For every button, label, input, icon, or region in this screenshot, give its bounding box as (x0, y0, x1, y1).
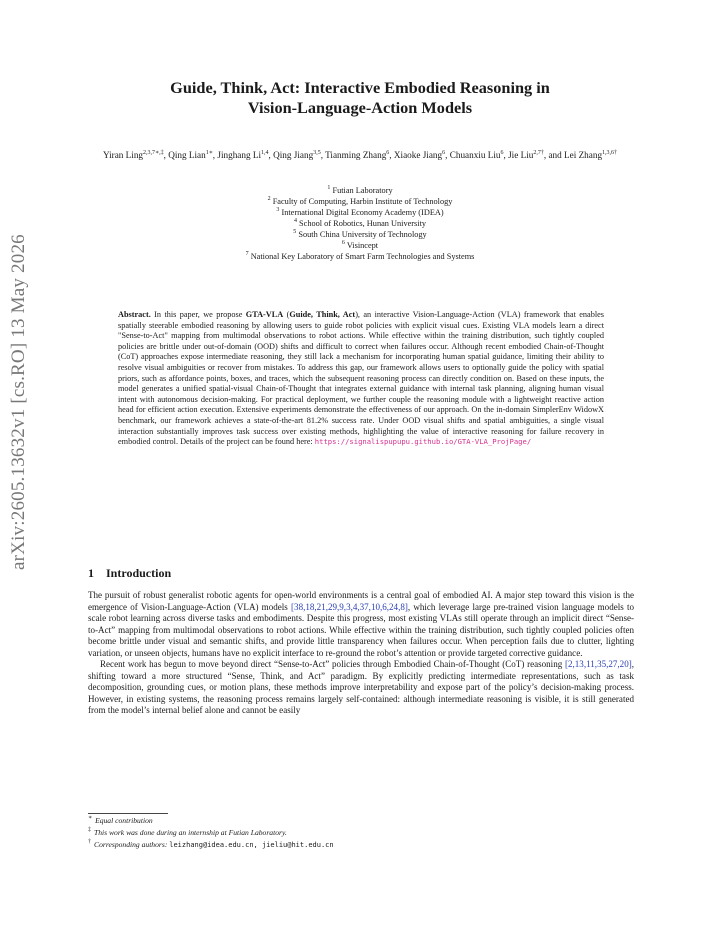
author-affiliation-marks: 1,3,6† (602, 149, 618, 156)
affiliation-name: National Key Laboratory of Smart Farm Technologies and Systems (250, 252, 475, 261)
author-affiliation-marks: 6 (442, 149, 446, 156)
author-name: Tianming Zhang (325, 150, 387, 160)
affiliation-number: 3 (276, 207, 280, 214)
author-list: Yiran Ling$^{2,3,7∗,\ddagger}$, Qing Lian$^{1∗}$, Jinghang Li$^{1,4}$, Qing Jiang$^{3,5}$, Tianming Zhang$^6$, Xiaoke Jiang$^6$, Chuanxiu Liu$^6$, Jie Liu$^{2,7\dagger}$, and Lei Zhang$^{1,3,6\dagger}$ (102, 149, 618, 160)
arxiv-identifier: arXiv:2605.13632v1 [cs.RO] 13 May 2026 (8, 234, 29, 570)
affiliation-name: Faculty of Computing, Harbin Institute of Technology (272, 197, 453, 206)
footnote-mark: ‡ (88, 827, 91, 834)
author-name: Xiaoke Jiang (393, 150, 443, 160)
method-expansion: Guide, Think, Act (289, 310, 356, 319)
abstract-open-paren: ( (286, 310, 290, 319)
affiliation-name: International Digital Economy Academy (IDEA) (281, 208, 444, 217)
footnotes (88, 815, 634, 851)
affiliation (100, 251, 620, 262)
method-name: GTA-VLA (245, 310, 284, 319)
footnote-mark: † (88, 839, 91, 846)
section-number: 1 (88, 566, 94, 580)
affiliation (100, 185, 620, 196)
project-page-link[interactable]: https://signalispupupu.github.io/GTA-VLA_ProjPage/ (314, 437, 532, 447)
paragraph-text: , which leverage large pre-trained vision language models to scale robot learning across diverse tasks and embodiments. Despite this progress, most existing VLAs still operate through an implicit direct “Sense-to-Act” mapping from multimodal observations to robot actions. While effective within the training distribution, such tightly coupled policies often become brittle under visual and semantic shifts, and provide little transparency when failures occur. When perception fails due to clutter, lighting variation, or unseen objects, humans have no explicit interface to re-ground the robot’s attention or provide targeted corrective guidance. (88, 601, 635, 658)
affiliation-number: 1 (327, 185, 331, 192)
author-affiliation-marks: 2,7† (533, 149, 544, 156)
author-name: Yiran Ling (102, 150, 144, 160)
footnote-email: leizhang@idea.edu.cn, jieliu@hit.edu.cn (169, 841, 334, 849)
affiliation (100, 196, 620, 207)
citation-link[interactable]: [38,18,21,29,9,3,4,37,10,6,24,8] (291, 601, 408, 612)
author-name: Qing Lian (168, 150, 206, 160)
footnote (88, 827, 634, 839)
paragraph (88, 590, 634, 659)
introduction-body (88, 590, 634, 717)
paragraph (88, 659, 634, 717)
affiliation (100, 207, 620, 218)
author-name: Jie Liu (508, 150, 534, 160)
author-name: Chuanxiu Liu (449, 150, 501, 160)
affiliation (100, 229, 620, 240)
author-name: Jinghang Li (217, 150, 262, 160)
affiliation-number: 4 (293, 218, 297, 225)
affiliation-name: School of Robotics, Hunan University (299, 219, 427, 228)
footnote-rule (88, 813, 168, 814)
footnote-text: Corresponding authors: (94, 840, 168, 849)
paper-title (100, 78, 620, 118)
footnote-mark: ∗ (88, 815, 93, 822)
affiliation-number: 2 (267, 196, 271, 203)
citation-link[interactable]: [2,13,11,35,27,20] (564, 659, 632, 669)
title-line-1: Guide, Think, Act: Interactive Embodied Reasoning in (170, 78, 550, 97)
author-affiliation-marks: 6 (500, 149, 504, 156)
affiliation-number: 5 (293, 229, 297, 236)
section-title: Introduction (106, 566, 172, 580)
abstract-label: Abstract. (118, 310, 151, 319)
author-affiliation-marks: 2,3,7∗,‡ (143, 149, 164, 156)
paragraph-text: Recent work has begun to move beyond direct “Sense-to-Act” policies through Embodied Chain-of-Thought (CoT) reasoning (100, 659, 563, 669)
affiliation (100, 218, 620, 229)
abstract-pre: In this paper, we propose (154, 310, 243, 319)
affiliation (100, 240, 620, 251)
footnote (88, 815, 634, 827)
affiliation-number: 7 (245, 251, 249, 258)
author-affiliation-marks: 1,4 (261, 149, 269, 156)
affiliation-list (100, 185, 620, 262)
affiliation-name: South China University of Technology (298, 230, 427, 239)
footnote-text: This work was done during an internship at Futian Laboratory. (94, 828, 287, 837)
author-affiliation-marks: 3,5 (313, 149, 321, 156)
author-affiliation-marks: 6 (386, 149, 390, 156)
author-name: Qing Jiang (273, 150, 314, 160)
abstract-body: ), an interactive Vision-Language-Action (VLA) framework that enables spatially steerable embodied reasoning by allowing users to guide robot policies with explicit visual cues. Existing VLA models learn a direct "Sense-to-Act" mapping from multimodal observations to robot actions. While effective within the training distribution, such tightly coupled policies are brittle under out-of-domain (OOD) shifts and difficult to correct when failures occur. Although recent embodied Chain-of-Thought (CoT) approaches expose intermediate reasoning, they still lack a mechanism for incorporating human spatial guidance, limiting their ability to resolve visual ambiguities or recover from mistakes. To address this gap, our framework allows users to optionally guide the policy with spatial priors, such as affordance points, boxes, and traces, which the subsequent reasoning process can directly condition on. Based on these inputs, the model generates a unified spatial-visual Chain-of-Thought that integrates external guidance with internal task planning, aligning human visual intent with autonomous decision-making. For practical deployment, we further couple the reasoning module with a lightweight reactive action head for efficient action execution. Extensive experiments demonstrate the effectiveness of our approach. On the in-domain SimplerEnv WidowX benchmark, our framework achieves a state-of-the-art 81.2% success rate. Under OOD visual shifts and spatial ambiguities, a single visual interaction substantially improves task success over existing methods, highlighting the value of interactive reasoning for failure recovery in embodied control. Details of the project can be found here: (118, 310, 605, 447)
footnote (88, 839, 634, 851)
affiliation-name: Futian Laboratory (332, 186, 393, 195)
author-name: Lei Zhang (564, 150, 603, 160)
section-heading (88, 566, 171, 581)
abstract (118, 310, 604, 448)
title-line-2: Vision-Language-Action Models (247, 98, 473, 117)
affiliation-number: 6 (341, 240, 345, 247)
author-affiliation-marks: 1∗ (205, 149, 213, 156)
footnote-text: Equal contribution (95, 816, 153, 825)
affiliation-name: Visincept (346, 241, 379, 250)
paragraph-text: , shifting toward a more structured “Sense, Think, and Act” paradigm. By explicitly predicting intermediate representations, such as task decomposition, grounding cues, or motion plans, these methods improve interpretability and expose part of the policy’s decision-making process. However, in existing systems, the reasoning process remains largely self-contained: although intermediate reasoning is visible, it is still generated from the model’s internal belief alone and cannot be easily (88, 659, 635, 715)
paragraph-text: The pursuit of robust generalist robotic agents for open-world environments is a central goal of embodied AI. A major step toward this vision is the emergence of Vision-Language-Action (VLA) models (88, 590, 634, 612)
